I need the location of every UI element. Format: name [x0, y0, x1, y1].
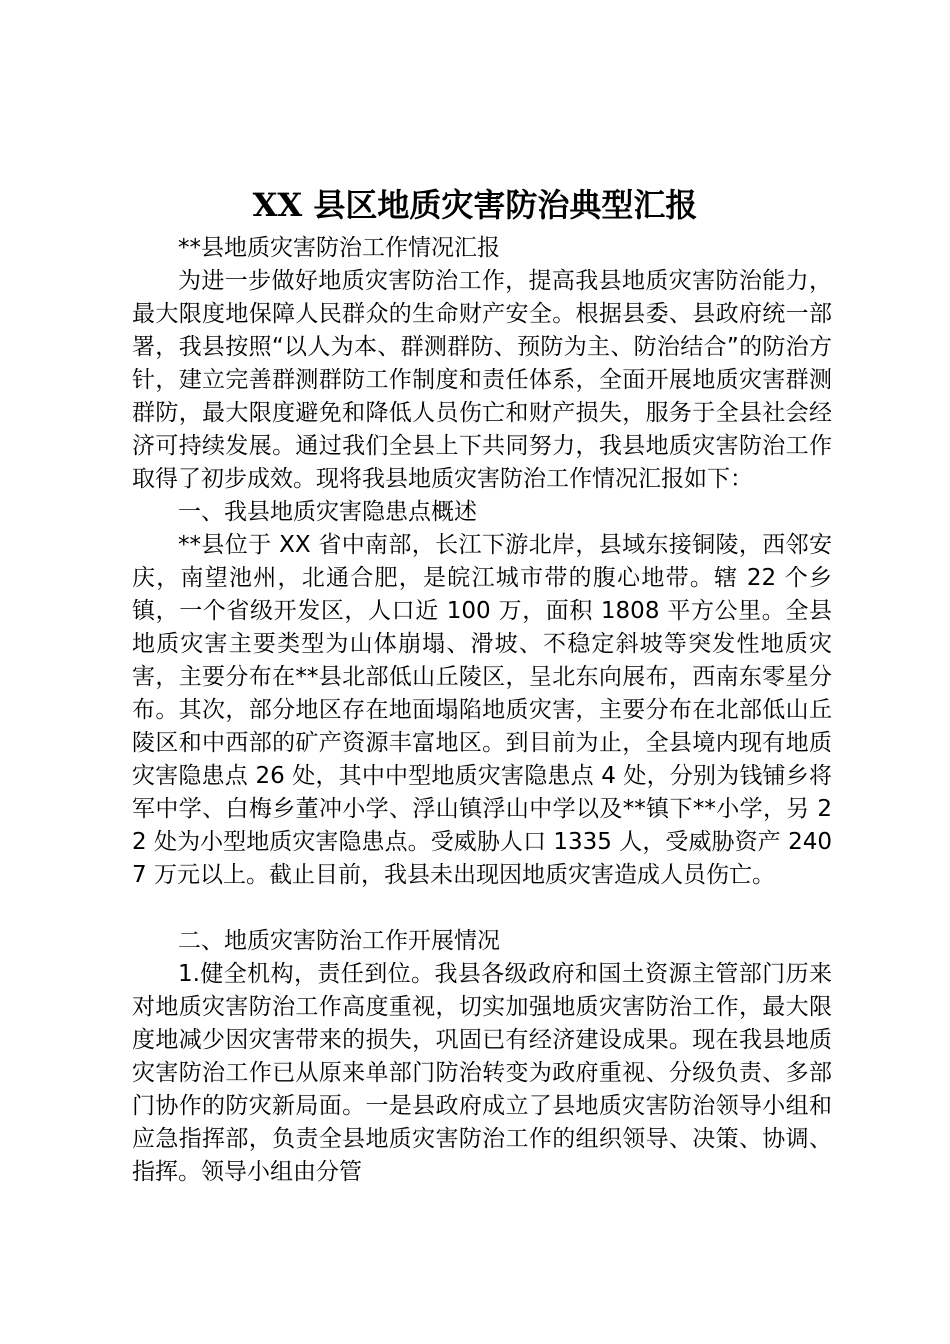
intro-paragraph: 为进一步做好地质灾害防治工作，提高我县地质灾害防治能力，最大限度地保障人民群众的生命财产安全。根据县委、县政府统一部署，我县按照“以人为本、群测群防、预防为主、防治结合”的防治方针，建立完善群测群防工作制度和责任体系，全面开展地质灾害群测群防，最大限度避免和降低人员伤亡和财产损失，服务于全县社会经济可持续发展。通过我们全县上下共同努力，我县地质灾害防治工作取得了初步成效。现将我县地质灾害防治工作情况汇报如下：	[132, 268, 832, 492]
section-1-heading: 一、我县地质灾害隐患点概述	[178, 499, 477, 525]
document-subtitle: **县地质灾害防治工作情况汇报	[178, 235, 500, 261]
document-title: XX 县区地质灾害防治典型汇报	[252, 186, 698, 224]
section-2-heading: 二、地质灾害防治工作开展情况	[178, 928, 500, 954]
section-2-paragraph: 1.健全机构，责任到位。我县各级政府和国土资源主管部门历来对地质灾害防治工作高度重视，切实加强地质灾害防治工作，最大限度地减少因灾害带来的损失，巩固已有经济建设成果。现在我县地质灾害防治工作已从原来单部门防治转变为政府重视、分级负责、多部门协作的防灾新局面。一是县政府成立了县地质灾害防治领导小组和应急指挥部，负责全县地质灾害防治工作的组织领导、决策、协调、指挥。领导小组由分管	[132, 961, 832, 1185]
section-1-paragraph: **县位于 XX 省中南部，长江下游北岸，县域东接铜陵，西邻安庆，南望池州，北通合肥，是皖江城市带的腹心地带。辖 22 个乡镇，一个省级开发区，人口近 100 万，面积 1808 平方公里。全县地质灾害主要类型为山体崩塌、滑坡、不稳定斜坡等突发性地质灾害，主要分布在**县北部低山丘陵区，呈北东向展布，西南东零星分布。其次，部分地区存在地面塌陷地质灾害，主要分布在北部低山丘陵区和中西部的矿产资源丰富地区。到目前为止，全县境内现有地质灾害隐患点 26 处，其中中型地质灾害隐患点 4 处，分别为钱铺乡将军中学、白梅乡董冲小学、浮山镇浮山中学以及**镇下**小学，另 22 处为小型地质灾害隐患点。受威胁人口 1335 人，受威胁资产 2407 万元以上。截止目前，我县未出现因地质灾害造成人员伤亡。	[132, 532, 832, 888]
paragraph-spacer	[132, 892, 832, 925]
document-body	[132, 232, 832, 1189]
